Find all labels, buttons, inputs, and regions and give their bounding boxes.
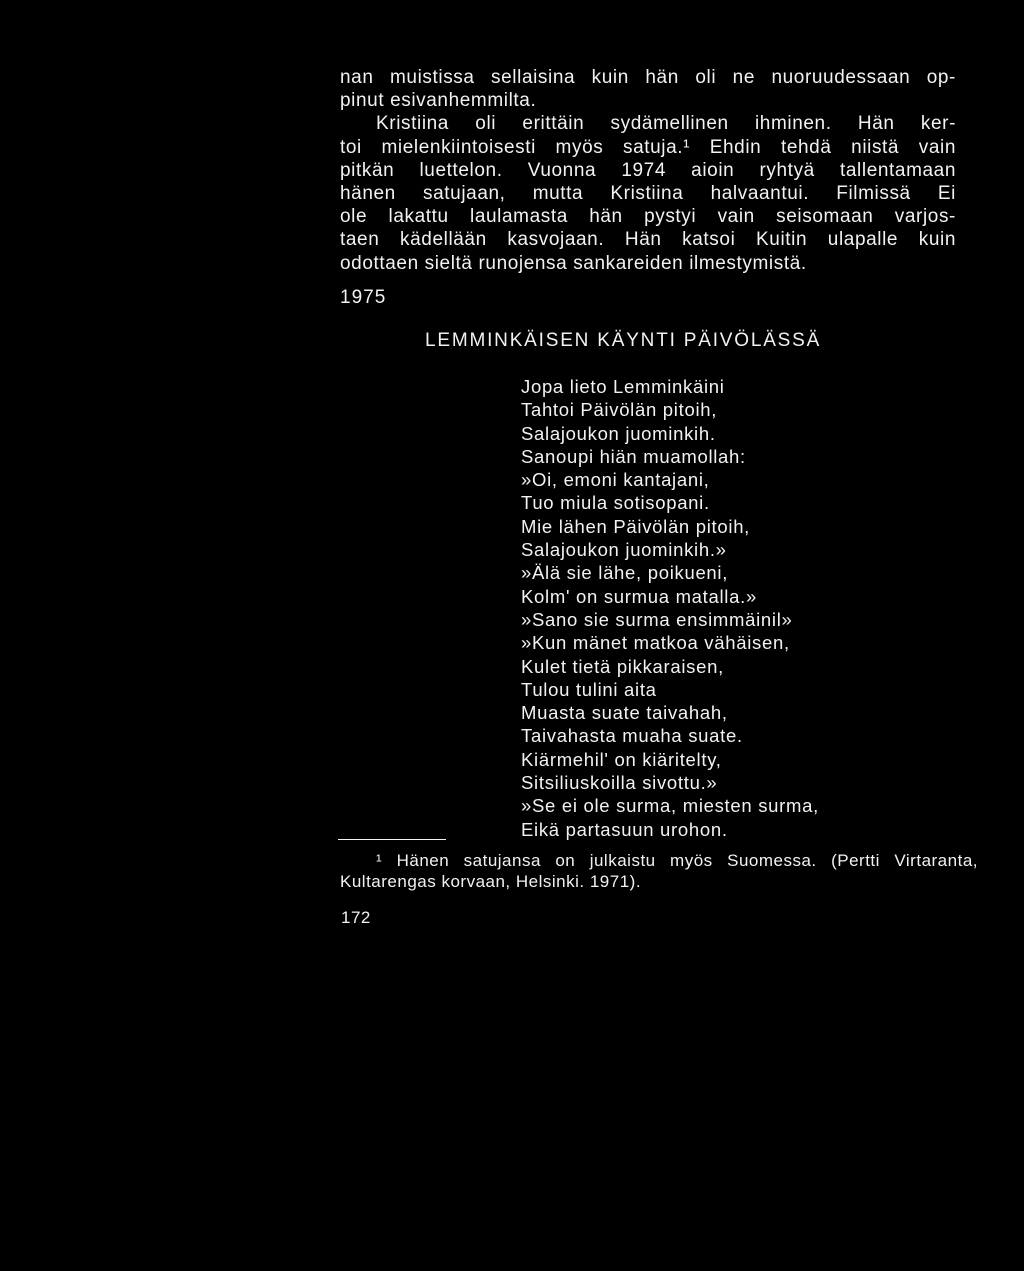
prose-line: odottaen sieltä runojensa sankareiden ilmestymistä. xyxy=(340,252,807,274)
poem-line: Kolm' on surmua matalla.» xyxy=(521,585,757,607)
footnote-line: ¹ Hänen satujansa on julkaistu myös Suomessa. (Pertti Virtaranta, xyxy=(376,851,978,870)
footnote-divider xyxy=(338,839,446,840)
prose-paragraphs xyxy=(340,66,956,275)
poem-line: Taivahasta muaha suate. xyxy=(521,725,743,747)
prose-line: toi mielenkiintoisesti myös satuja.¹ Ehdin tehdä niistä vain xyxy=(340,136,956,158)
poem-line: Tuo miula sotisopani. xyxy=(521,492,710,514)
poem-line: »Älä sie lähe, poikueni, xyxy=(521,562,729,584)
prose-line: Kristiina oli erittäin sydämellinen ihminen. Hän ker- xyxy=(376,113,956,135)
poem-line: »Kun mänet matkoa vähäisen, xyxy=(521,632,790,654)
prose-line: taen kädellään kasvojaan. Hän katsoi Kuitin ulapalle kuin xyxy=(340,229,956,251)
poem-line: Salajoukon juominkih.» xyxy=(521,539,727,561)
poem-line: Sitsiliuskoilla sivottu.» xyxy=(521,772,718,794)
poem-title: LEMMINKÄISEN KÄYNTI PÄIVÖLÄSSÄ xyxy=(425,330,822,351)
poem-line: Sanoupi hiän muamollah: xyxy=(521,445,746,467)
poem-line: »Oi, emoni kantajani, xyxy=(521,469,710,491)
prose-line: nan muistissa sellaisina kuin hän oli ne nuoruudessaan op- xyxy=(340,67,956,88)
prose-line: hänen satujaan, mutta Kristiina halvaantui. Filmissä Ei xyxy=(340,183,956,205)
prose-line: pitkän luettelon. Vuonna 1974 aioin ryhtyä tallentamaan xyxy=(340,159,956,181)
poem-line: Tahtoi Päivölän pitoih, xyxy=(521,399,718,421)
year-label: 1975 xyxy=(340,287,387,308)
poem-line: Muasta suate taivahah, xyxy=(521,702,728,724)
poem-line: Kiärmehil' on kiäritelty, xyxy=(521,748,722,770)
prose-line: ole lakattu laulamasta hän pystyi vain seisomaan varjos- xyxy=(340,206,956,228)
poem-line: »Se ei ole surma, miesten surma, xyxy=(521,795,819,817)
page-number: 172 xyxy=(341,908,371,927)
prose-line: pinut esivanhemmilta. xyxy=(340,90,537,112)
footnote-line: Kultarengas korvaan, Helsinki. 1971). xyxy=(340,872,642,891)
poem-body xyxy=(521,375,819,841)
poem-line: Eikä partasuun urohon. xyxy=(521,818,728,840)
poem-line: Salajoukon juominkih. xyxy=(521,422,716,444)
poem-line: Tulou tulini aita xyxy=(521,678,657,700)
poem-line: Jopa lieto Lemminkäini xyxy=(521,376,725,397)
poem-line: Kulet tietä pikkaraisen, xyxy=(521,655,724,677)
poem-line: Mie lähen Päivölän pitoih, xyxy=(521,515,751,537)
poem-line: »Sano sie surma ensimmäinil» xyxy=(521,608,793,630)
footnote xyxy=(340,850,978,892)
